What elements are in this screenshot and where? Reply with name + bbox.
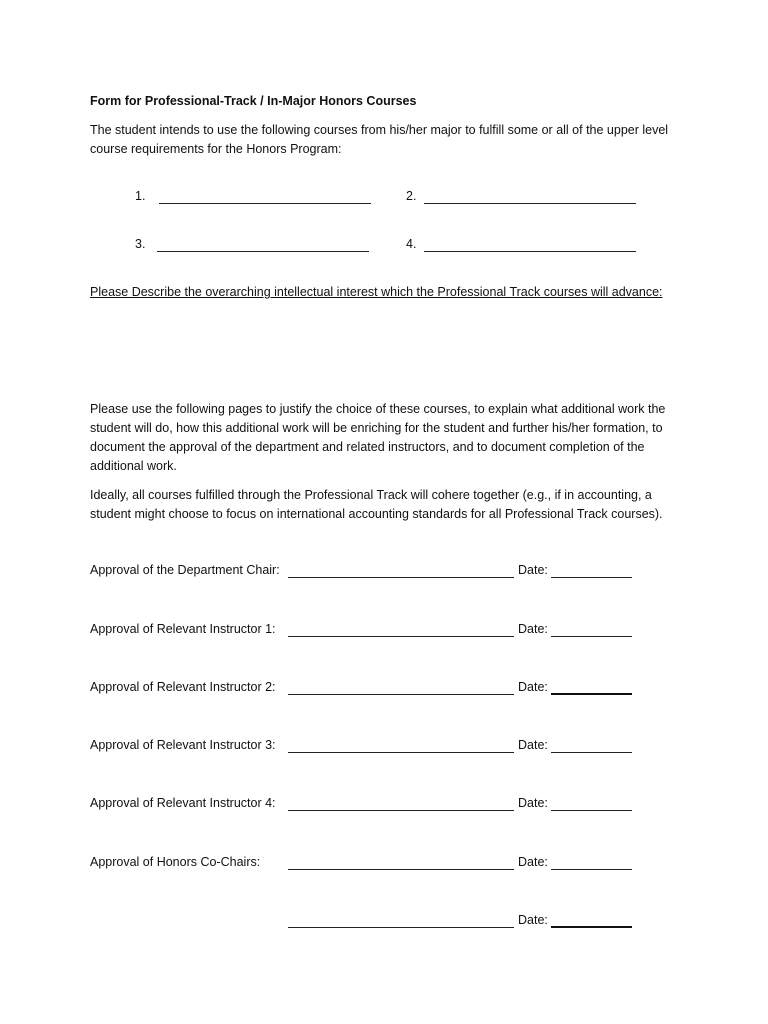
course-2-number: 2. [406,189,417,203]
approval-department-chair-date-label: Date: [518,563,548,577]
approval-instructor-4-signature[interactable] [288,810,514,811]
approval-instructor-1-date-label: Date: [518,622,548,636]
course-4-field[interactable] [424,251,636,252]
describe-prompt: Please Describe the overarching intellectual interest which the Professional Track courses will advance: [90,285,663,299]
approval-department-chair-signature[interactable] [288,577,514,578]
approval-honors-co-chairs-label: Approval of Honors Co-Chairs: [90,855,261,869]
approval-instructor-3-signature[interactable] [288,752,514,753]
approval-honors-co-chair-1-date-field[interactable] [551,869,632,870]
approval-instructor-3-label: Approval of Relevant Instructor 3: [90,738,276,752]
approval-honors-co-chair-1-signature[interactable] [288,869,514,870]
course-3-number: 3. [135,237,146,251]
approval-honors-co-chair-2-date-label: Date: [518,913,548,927]
course-4-number: 4. [406,237,417,251]
intro-paragraph: The student intends to use the following courses from his/her major to fulfill some or all of the upper level course requirements for the Honors Program: [90,123,669,156]
approval-instructor-1-signature[interactable] [288,636,514,637]
approval-instructor-1-label: Approval of Relevant Instructor 1: [90,622,276,636]
approval-instructor-2-date-field[interactable] [551,693,632,695]
approval-department-chair-date-field[interactable] [551,577,632,578]
course-3-field[interactable] [157,251,369,252]
approval-honors-co-chair-2-signature[interactable] [288,927,514,928]
approval-instructor-4-date-label: Date: [518,796,548,810]
approval-instructor-3-date-label: Date: [518,738,548,752]
form-title: Form for Professional-Track / In-Major Honors Courses [90,94,417,108]
course-1-number: 1. [135,189,146,203]
justify-paragraph: Please use the following pages to justify the choice of these courses, to explain what additional work the student will do, how this additional work will be enriching for the student and further his/her formation, to document the approval of the department and related instructors, and to document completion of the additional work. [90,402,666,473]
approval-honors-co-chair-2-date-field[interactable] [551,926,632,928]
approval-instructor-2-signature[interactable] [288,694,514,695]
approval-instructor-4-date-field[interactable] [551,810,632,811]
approval-instructor-4-label: Approval of Relevant Instructor 4: [90,796,276,810]
course-2-field[interactable] [424,203,636,204]
approval-instructor-3-date-field[interactable] [551,752,632,753]
approval-instructor-2-date-label: Date: [518,680,548,694]
approval-department-chair-label: Approval of the Department Chair: [90,563,280,577]
approval-honors-co-chair-1-date-label: Date: [518,855,548,869]
ideally-paragraph: Ideally, all courses fulfilled through the Professional Track will cohere together (e.g., if in accounting, a student might choose to focus on international accounting standards for all Professional Track courses). [90,488,663,521]
course-1-field[interactable] [159,203,371,204]
approval-instructor-2-label: Approval of Relevant Instructor 2: [90,680,276,694]
approval-instructor-1-date-field[interactable] [551,636,632,637]
